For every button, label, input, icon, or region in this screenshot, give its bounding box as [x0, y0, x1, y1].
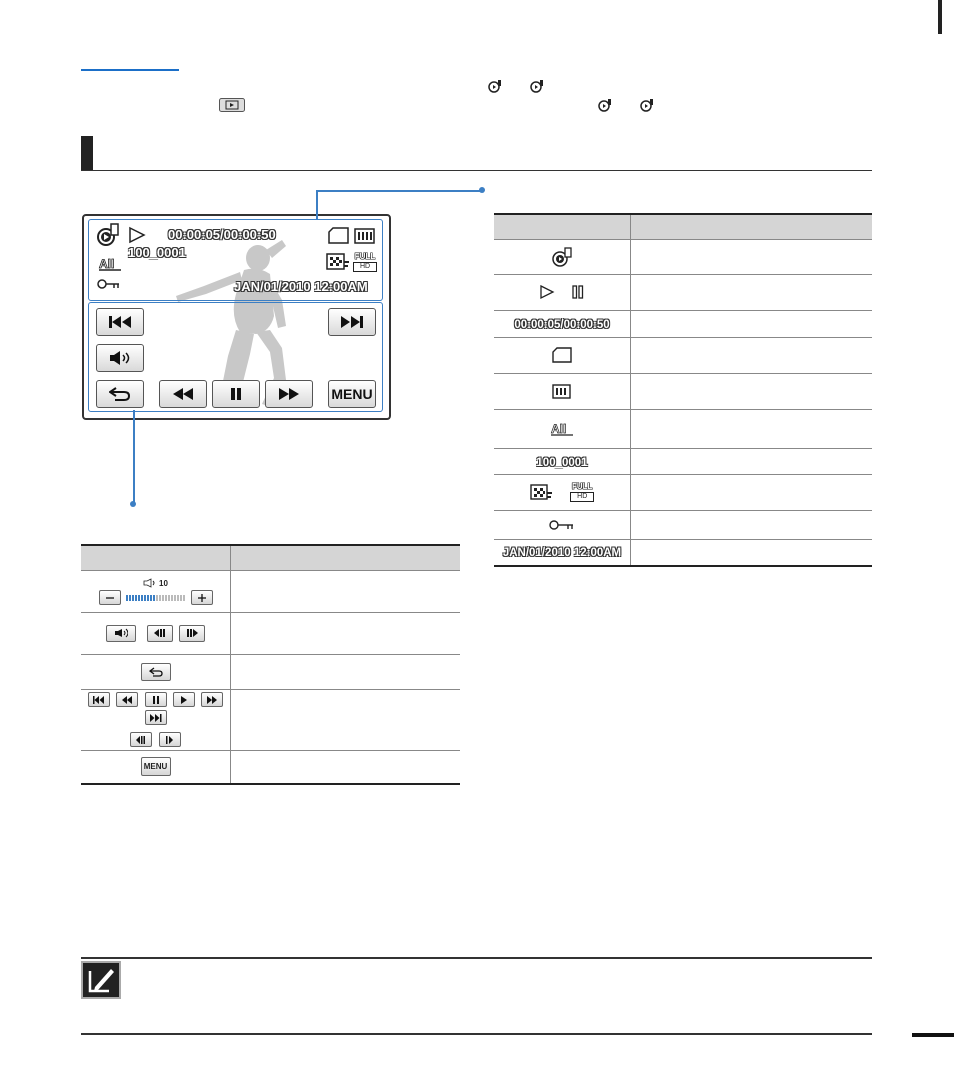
volume-plus-button[interactable] — [191, 590, 213, 605]
volume-minus-button[interactable] — [99, 590, 121, 605]
volume-icon — [114, 628, 128, 638]
fullhd-icon-top: FULL — [572, 482, 593, 491]
volume-tick — [165, 595, 167, 601]
table-row — [494, 240, 872, 275]
volume-icon — [109, 350, 131, 366]
fast-forward-icon — [278, 387, 300, 401]
filename-text: 100_0001 — [536, 456, 588, 469]
section-header — [81, 136, 872, 171]
memory-card-icon — [328, 227, 350, 244]
table-row — [494, 511, 872, 540]
table-row — [81, 571, 460, 613]
table-row — [494, 410, 872, 449]
volume-icon — [143, 578, 157, 588]
table-cell-icon — [494, 240, 631, 275]
slow-rewind-icon — [136, 736, 146, 744]
svg-text:All: All — [551, 421, 567, 436]
table-cell-icon — [81, 613, 231, 655]
table-cell-icon — [81, 690, 231, 751]
play-mode-icon — [552, 247, 572, 267]
rewind-button[interactable] — [116, 692, 138, 707]
volume-tick — [153, 595, 155, 601]
memory-card-icon — [552, 347, 572, 363]
return-icon — [149, 667, 163, 677]
fullhd-icon — [570, 483, 594, 502]
table-cell-desc — [631, 511, 873, 540]
info-table — [494, 213, 872, 567]
volume-tick — [132, 595, 134, 601]
table-cell-desc — [631, 275, 873, 311]
volume-tick — [174, 595, 176, 601]
volume-tick — [150, 595, 152, 601]
table-row — [494, 275, 872, 311]
return-button[interactable] — [141, 663, 171, 681]
skip-forward-icon — [340, 315, 364, 329]
volume-slider[interactable] — [81, 590, 230, 605]
lcd-timecode: 00:00:05/00:00:50 — [168, 227, 276, 242]
volume-tick — [156, 595, 158, 601]
table-cell-icon — [494, 338, 631, 374]
rewind-icon — [172, 387, 194, 401]
lcd-filename: 100_0001 — [128, 245, 186, 260]
volume-tick — [177, 595, 179, 601]
return-icon — [109, 387, 131, 401]
menu-button[interactable] — [328, 380, 376, 408]
fullhd-icon-bottom: HD — [570, 492, 594, 502]
note-icon — [81, 961, 121, 999]
slow-forward-button[interactable] — [159, 732, 181, 747]
table-cell-desc — [631, 540, 873, 566]
info-table-header-col2 — [631, 214, 873, 240]
table-cell-icon — [494, 311, 631, 338]
volume-tick — [180, 595, 182, 601]
callout-line-top-h — [316, 190, 482, 192]
play-icon — [180, 696, 188, 704]
table-row — [494, 540, 872, 566]
table-row — [494, 311, 872, 338]
slow-rewind-button[interactable] — [147, 625, 173, 642]
table-cell-icon — [494, 275, 631, 311]
table-cell-desc — [631, 374, 873, 410]
callout-line-top — [316, 190, 318, 219]
volume-tick — [162, 595, 164, 601]
table-cell-icon — [494, 374, 631, 410]
table-cell-desc — [631, 475, 873, 511]
play-icon — [539, 284, 555, 300]
info-table-header-col1 — [494, 214, 631, 240]
plus-icon — [197, 594, 207, 602]
page-number-bar — [912, 1033, 954, 1037]
volume-button[interactable] — [96, 344, 144, 372]
table-cell-icon — [494, 540, 631, 566]
callout-line-bottom — [133, 410, 135, 503]
table-cell-desc — [231, 751, 461, 784]
control-table — [81, 544, 460, 785]
table-cell-desc — [231, 571, 461, 613]
protect-key-icon — [549, 519, 575, 531]
table-cell-desc — [231, 613, 461, 655]
skip-forward-icon — [150, 714, 162, 722]
bottom-rule — [81, 1033, 872, 1035]
play-mode-icon — [96, 223, 120, 247]
fast-forward-button[interactable] — [201, 692, 223, 707]
slow-forward-icon — [165, 736, 175, 744]
table-cell-icon — [494, 475, 631, 511]
fullhd-icon — [353, 253, 377, 271]
volume-level-display — [81, 578, 230, 588]
table-cell-desc — [631, 311, 873, 338]
volume-tick — [171, 595, 173, 601]
datetime-text: JAN/01/2010 12:00AM — [502, 547, 622, 560]
volume-tick — [147, 595, 149, 601]
skip-back-icon — [93, 696, 105, 704]
table-row — [494, 449, 872, 475]
volume-button[interactable] — [106, 625, 136, 642]
table-cell-icon — [81, 751, 231, 784]
table-cell-desc — [631, 410, 873, 449]
info-table-header — [494, 214, 872, 240]
fullhd-icon-bottom: HD — [353, 262, 377, 272]
pause-button[interactable] — [145, 692, 167, 707]
svg-text:All: All — [99, 257, 115, 271]
rewind-button[interactable] — [159, 380, 207, 408]
table-cell-desc — [231, 655, 461, 690]
slow-forward-button[interactable] — [179, 625, 205, 642]
lcd-datetime: JAN/01/2010 12:00AM — [234, 279, 368, 294]
table-cell-desc — [631, 449, 873, 475]
table-row — [81, 751, 460, 784]
slow-rewind-button[interactable] — [130, 732, 152, 747]
page-edge-bar — [938, 0, 942, 34]
playback-buttons-row — [81, 691, 230, 727]
skip-back-button[interactable] — [88, 692, 110, 707]
battery-icon — [552, 383, 572, 399]
fullhd-icon-top: FULL — [354, 252, 376, 261]
table-row — [494, 374, 872, 410]
volume-tick — [168, 595, 170, 601]
volume-tick — [141, 595, 143, 601]
quality-icon — [326, 253, 350, 271]
volume-tick — [135, 595, 137, 601]
play-mode-icon — [530, 79, 544, 93]
volume-value: 10 — [159, 578, 168, 588]
control-table-header — [81, 545, 460, 571]
table-row — [494, 475, 872, 511]
rewind-icon — [121, 696, 133, 704]
link-underline — [81, 69, 179, 71]
quality-icon — [530, 484, 554, 502]
all-icon — [550, 421, 574, 437]
protect-key-icon — [97, 278, 121, 290]
menu-button-label: MENU — [143, 762, 168, 772]
play-button[interactable] — [173, 692, 195, 707]
fast-forward-icon — [206, 696, 218, 704]
volume-tick — [129, 595, 131, 601]
timecode-text: 00:00:05/00:00:50 — [514, 319, 610, 331]
play-mode-icon — [640, 98, 654, 112]
slow-buttons-row — [81, 731, 230, 749]
play-mode-icon — [488, 79, 502, 93]
all-icon — [98, 256, 122, 272]
volume-tick — [183, 595, 185, 601]
volume-tick — [159, 595, 161, 601]
table-cell-icon — [494, 449, 631, 475]
skip-back-button[interactable] — [96, 308, 144, 336]
slow-rewind-icon — [153, 628, 167, 638]
pause-button[interactable] — [212, 380, 260, 408]
callout-dot-top — [479, 187, 485, 193]
volume-tick — [126, 595, 128, 601]
note-rule — [81, 957, 872, 959]
table-row — [494, 338, 872, 374]
table-cell-icon — [494, 511, 631, 540]
menu-button-label: MENU — [331, 386, 373, 402]
volume-bar — [126, 594, 186, 602]
pause-icon — [571, 284, 585, 300]
control-table-header-col1 — [81, 545, 231, 571]
volume-tick — [144, 595, 146, 601]
table-row — [81, 613, 460, 655]
table-row — [81, 690, 460, 751]
table-cell-icon — [81, 655, 231, 690]
table-cell-desc — [631, 240, 873, 275]
skip-back-icon — [108, 315, 132, 329]
table-row — [81, 655, 460, 690]
minus-icon — [105, 594, 115, 602]
play-icon — [128, 226, 146, 244]
pause-icon — [229, 387, 243, 401]
fast-forward-button[interactable] — [265, 380, 313, 408]
callout-dot-bottom — [130, 501, 136, 507]
skip-forward-button[interactable] — [145, 710, 167, 725]
table-cell-desc — [231, 690, 461, 751]
section-header-mark — [81, 136, 93, 170]
play-mode-icon — [598, 98, 612, 112]
control-table-header-col2 — [231, 545, 461, 571]
table-cell-icon — [494, 410, 631, 449]
pause-icon — [152, 696, 160, 704]
table-cell-desc — [631, 338, 873, 374]
volume-tick — [138, 595, 140, 601]
playback-mode-button-icon — [219, 98, 245, 112]
table-cell-icon — [81, 571, 231, 613]
menu-button[interactable] — [141, 757, 171, 776]
battery-icon — [354, 227, 376, 244]
skip-forward-button[interactable] — [328, 308, 376, 336]
return-button[interactable] — [96, 380, 144, 408]
slow-forward-icon — [185, 628, 199, 638]
